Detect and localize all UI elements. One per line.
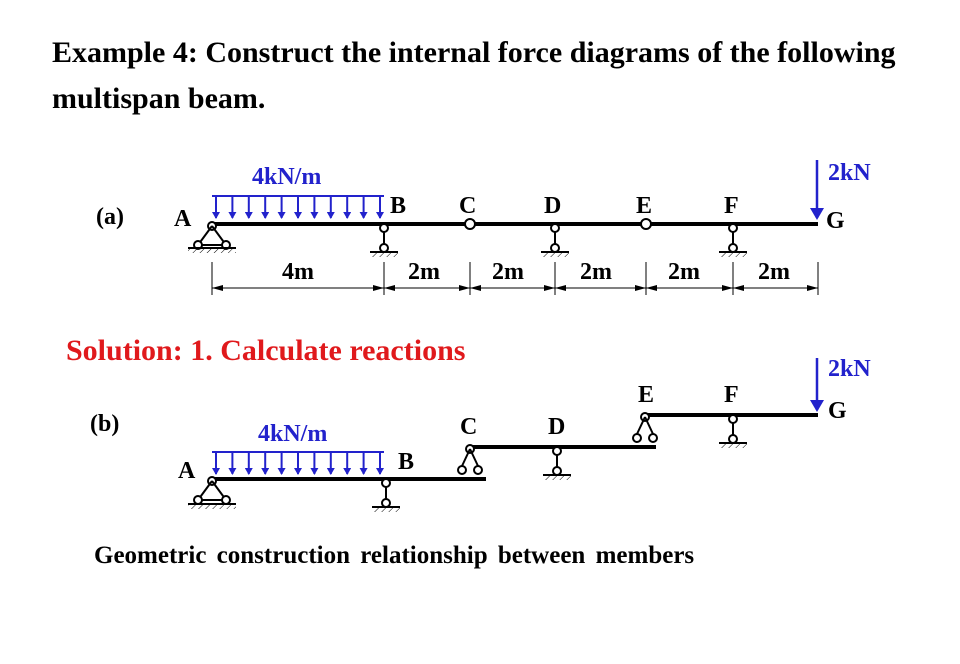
diagram-a-label: (a) bbox=[96, 204, 124, 230]
roller-support-B-a bbox=[370, 224, 398, 257]
dim-label-AB: 4m bbox=[282, 259, 314, 285]
dim-label-FG: 2m bbox=[758, 259, 790, 285]
point-label-F-a: F bbox=[724, 193, 739, 219]
point-label-G-a: G bbox=[826, 208, 845, 234]
point-label-A-b: A bbox=[178, 458, 196, 484]
point-label-C-b: C bbox=[460, 414, 478, 440]
hinge-support-C-b bbox=[458, 445, 482, 474]
roller-support-F-b bbox=[719, 415, 747, 448]
pin-support-A-a bbox=[188, 222, 236, 253]
point-label-D-a: D bbox=[544, 193, 562, 219]
point-load-label-a: 2kN bbox=[828, 160, 871, 186]
hinge-C-a bbox=[465, 219, 475, 229]
point-label-E-b: E bbox=[638, 382, 655, 408]
roller-support-D-a bbox=[541, 224, 569, 257]
dim-label-BC: 2m bbox=[408, 259, 440, 285]
roller-support-B-b bbox=[372, 479, 400, 512]
point-label-C-a: C bbox=[459, 193, 477, 219]
hinge-support-E-b bbox=[633, 413, 657, 442]
figure-caption: Geometric construction relationship between members bbox=[94, 542, 695, 569]
load-label-b: 4kN/m bbox=[258, 421, 328, 447]
diagram-b-label: (b) bbox=[90, 411, 120, 437]
point-label-B-a: B bbox=[390, 193, 407, 219]
roller-support-D-b bbox=[543, 447, 571, 480]
roller-support-F-a bbox=[719, 224, 747, 257]
point-label-E-a: E bbox=[636, 193, 653, 219]
page-title: Example 4: Construct the internal force diagrams of the following multispan beam. bbox=[52, 36, 896, 115]
dim-label-CD: 2m bbox=[492, 259, 524, 285]
solution-heading: Solution: 1. Calculate reactions bbox=[66, 334, 466, 367]
point-load-label-b: 2kN bbox=[828, 356, 871, 382]
dim-label-EF: 2m bbox=[668, 259, 700, 285]
point-label-F-b: F bbox=[724, 382, 739, 408]
diagram-b bbox=[90, 356, 871, 512]
point-label-G-b: G bbox=[828, 398, 847, 424]
distributed-load-a bbox=[212, 196, 384, 218]
hinge-E-a bbox=[641, 219, 651, 229]
point-label-D-b: D bbox=[548, 414, 566, 440]
point-label-A-a: A bbox=[174, 206, 192, 232]
distributed-load-b bbox=[212, 452, 384, 474]
load-label-a: 4kN/m bbox=[252, 164, 322, 190]
point-label-B-b: B bbox=[398, 449, 415, 475]
dim-label-DE: 2m bbox=[580, 259, 612, 285]
diagram-a bbox=[96, 160, 871, 295]
